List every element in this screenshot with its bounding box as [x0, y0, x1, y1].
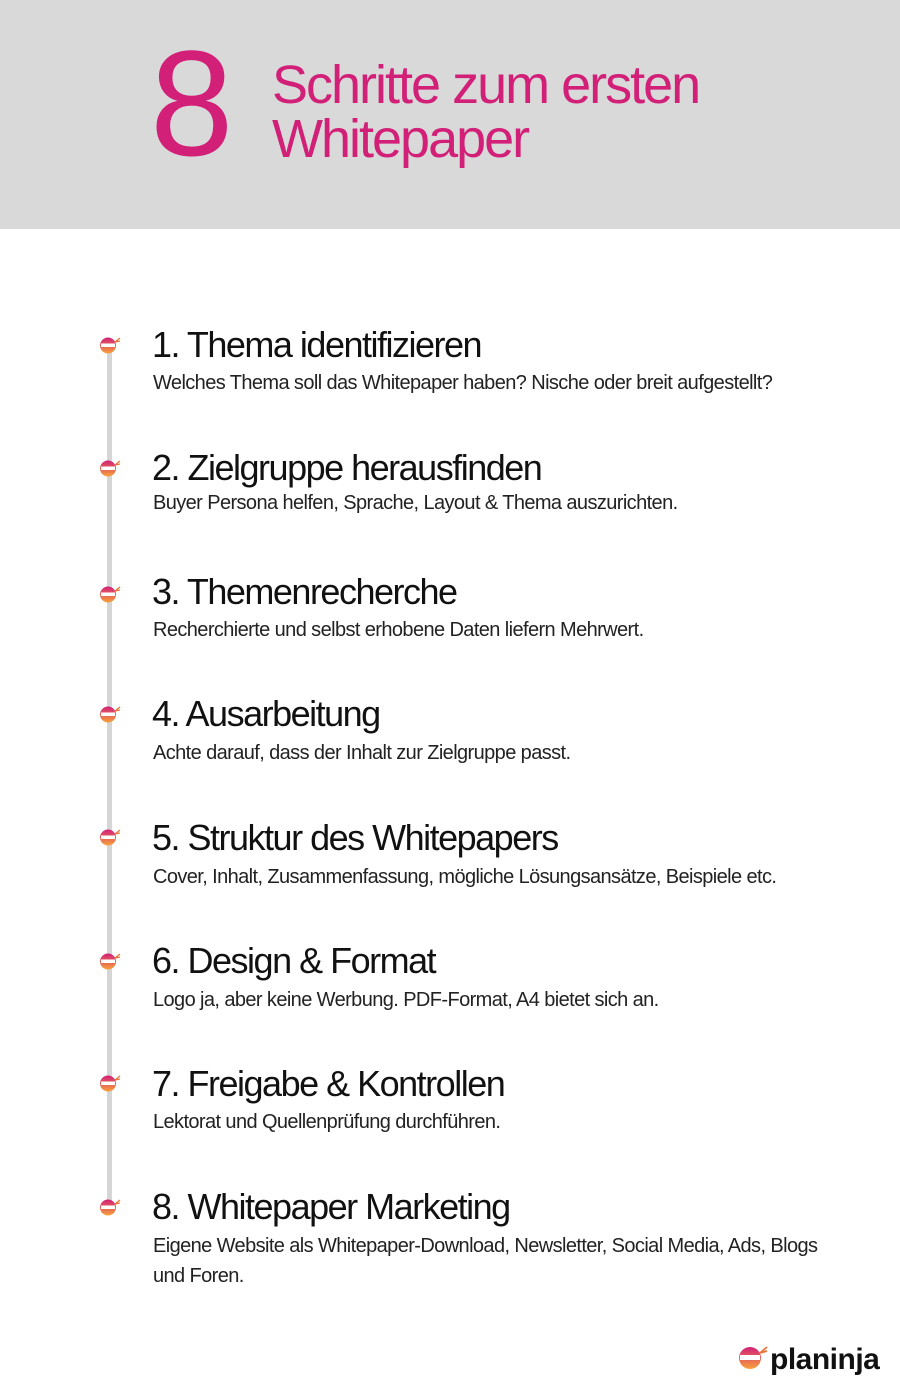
ninja-dot-icon	[99, 585, 121, 603]
header-banner	[0, 0, 900, 229]
step-description: Cover, Inhalt, Zusammenfassung, mögliche Lösungsansätze, Beispiele etc.	[153, 866, 777, 888]
step-description: Recherchierte und selbst erhobene Daten liefern Mehrwert.	[153, 619, 644, 641]
step-description: Lektorat und Quellenprüfung durchführen.	[153, 1111, 501, 1133]
page-title-line-1: Schritte zum ersten	[272, 55, 700, 115]
step-title: 8. Whitepaper Marketing	[152, 1186, 510, 1227]
ninja-dot-icon	[99, 336, 121, 354]
step-count-number: 8	[150, 19, 232, 187]
page-title-line-2: Whitepaper	[272, 109, 529, 169]
ninja-dot-icon	[99, 952, 121, 970]
step-description: Buyer Persona helfen, Sprache, Layout & Thema auszurichten.	[153, 492, 678, 514]
ninja-dot-icon	[99, 828, 121, 846]
step-title: 7. Freigabe & Kontrollen	[152, 1063, 505, 1104]
step-description: Achte darauf, dass der Inhalt zur Zielgruppe passt.	[153, 742, 571, 764]
step-description: Logo ja, aber keine Werbung. PDF-Format, A4 bietet sich an.	[153, 989, 659, 1011]
planinja-logo	[738, 1338, 888, 1382]
ninja-logo-icon	[738, 1344, 768, 1370]
step-title: 6. Design & Format	[152, 940, 436, 981]
step-description: Eigene Website als Whitepaper-Download, Newsletter, Social Media, Ads, Blogs und Foren.	[153, 1235, 818, 1287]
step-title: 4. Ausarbeitung	[152, 693, 380, 734]
step-title: 5. Struktur des Whitepapers	[152, 817, 558, 858]
step-title: 1. Thema identifizieren	[152, 324, 482, 365]
ninja-dot-icon	[99, 1074, 121, 1092]
ninja-dot-icon	[99, 1198, 121, 1216]
ninja-dot-icon	[99, 705, 121, 723]
step-description: Welches Thema soll das Whitepaper haben? Nische oder breit aufgestellt?	[153, 372, 773, 394]
step-title: 2. Zielgruppe herausfinden	[152, 447, 542, 488]
step-title: 3. Themenrecherche	[152, 571, 457, 612]
logo-wordmark: planinja	[770, 1343, 880, 1376]
page-title	[272, 55, 700, 169]
ninja-dot-icon	[99, 459, 121, 477]
